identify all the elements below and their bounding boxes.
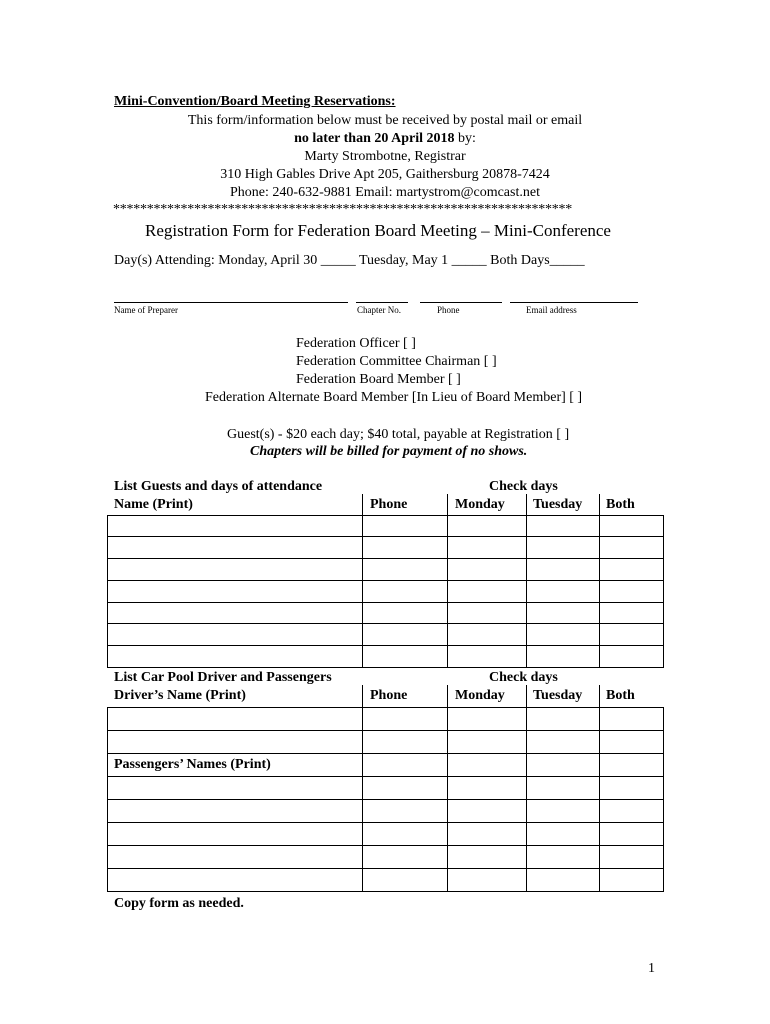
table-row[interactable] bbox=[108, 646, 664, 668]
phone-cell[interactable] bbox=[362, 868, 447, 891]
both-cell[interactable] bbox=[599, 868, 664, 891]
table-row[interactable] bbox=[108, 624, 664, 646]
tuesday-cell[interactable] bbox=[526, 707, 599, 730]
registrar-name: Marty Strombotne, Registrar bbox=[304, 149, 466, 164]
chapter-no-label: Chapter No. bbox=[357, 305, 401, 315]
form-title: Registration Form for Federation Board Meeting – Mini-Conference bbox=[145, 221, 611, 240]
phone-cell[interactable] bbox=[362, 845, 447, 868]
both-cell[interactable] bbox=[599, 646, 664, 668]
preparer-name-label: Name of Preparer bbox=[114, 305, 178, 315]
tuesday-cell[interactable] bbox=[526, 559, 599, 581]
header-title: Mini-Convention/Board Meeting Reservations: bbox=[114, 94, 396, 109]
carpool-phone-header: Phone bbox=[370, 688, 408, 703]
table-row[interactable] bbox=[108, 868, 664, 891]
phone-line[interactable] bbox=[420, 302, 502, 303]
guests-monday-header: Monday bbox=[455, 497, 505, 512]
monday-cell[interactable] bbox=[447, 776, 526, 799]
carpool-monday-header: Monday bbox=[455, 688, 505, 703]
carpool-table bbox=[107, 685, 664, 892]
name-cell[interactable] bbox=[108, 624, 363, 646]
table-cell bbox=[108, 494, 363, 515]
table-row[interactable] bbox=[108, 559, 664, 581]
table-row[interactable] bbox=[108, 845, 664, 868]
table-cell bbox=[526, 494, 599, 515]
passenger-name-cell[interactable] bbox=[108, 845, 363, 868]
driver-name-cell[interactable] bbox=[108, 730, 363, 753]
table-row[interactable] bbox=[108, 730, 664, 753]
table-row[interactable] bbox=[108, 537, 664, 559]
email-line[interactable] bbox=[510, 302, 638, 303]
carpool-driver-header: Driver’s Name (Print) bbox=[114, 688, 246, 703]
passenger-name-cell[interactable] bbox=[108, 868, 363, 891]
days-attending[interactable]: Day(s) Attending: Monday, April 30 _____ Tuesday, May 1 _____ Both Days_____ bbox=[114, 253, 585, 268]
phone-cell[interactable] bbox=[362, 799, 447, 822]
table-cell bbox=[599, 685, 664, 707]
table-row[interactable] bbox=[108, 799, 664, 822]
phone-cell[interactable] bbox=[362, 515, 447, 537]
name-cell[interactable] bbox=[108, 602, 363, 624]
tuesday-cell[interactable] bbox=[526, 753, 599, 776]
monday-cell[interactable] bbox=[447, 559, 526, 581]
tuesday-cell[interactable] bbox=[526, 537, 599, 559]
table-row bbox=[108, 753, 664, 776]
guests-fee-line[interactable]: Guest(s) - $20 each day; $40 total, payable at Registration [ ] bbox=[227, 427, 570, 442]
table-cell bbox=[362, 494, 447, 515]
monday-cell[interactable] bbox=[447, 515, 526, 537]
passengers-label: Passengers’ Names (Print) bbox=[108, 753, 363, 776]
table-row[interactable] bbox=[108, 602, 664, 624]
header-instruction: This form/information below must be received by postal mail or email bbox=[187, 113, 583, 128]
monday-cell[interactable] bbox=[447, 580, 526, 602]
role-committee-chairman[interactable]: Federation Committee Chairman [ ] bbox=[296, 354, 497, 369]
tuesday-cell[interactable] bbox=[526, 730, 599, 753]
table-row bbox=[108, 685, 664, 707]
table-cell bbox=[599, 494, 664, 515]
tuesday-cell[interactable] bbox=[526, 515, 599, 537]
name-cell[interactable] bbox=[108, 537, 363, 559]
phone-cell[interactable] bbox=[362, 730, 447, 753]
tuesday-cell[interactable] bbox=[526, 646, 599, 668]
name-cell[interactable] bbox=[108, 559, 363, 581]
separator-line: ******************************************************************** bbox=[113, 202, 572, 217]
monday-cell[interactable] bbox=[447, 845, 526, 868]
carpool-both-header: Both bbox=[606, 688, 635, 703]
chapter-no-line[interactable] bbox=[356, 302, 408, 303]
table-cell bbox=[362, 685, 447, 707]
page-number: 1 bbox=[648, 961, 655, 976]
monday-cell[interactable] bbox=[447, 624, 526, 646]
both-cell[interactable] bbox=[599, 845, 664, 868]
carpool-check-days: Check days bbox=[489, 670, 558, 685]
no-shows-note: Chapters will be billed for payment of no shows. bbox=[250, 444, 528, 459]
both-cell[interactable] bbox=[599, 559, 664, 581]
tuesday-cell[interactable] bbox=[526, 845, 599, 868]
phone-cell[interactable] bbox=[362, 646, 447, 668]
tuesday-cell[interactable] bbox=[526, 822, 599, 845]
monday-cell[interactable] bbox=[447, 646, 526, 668]
both-cell[interactable] bbox=[599, 776, 664, 799]
monday-cell[interactable] bbox=[447, 602, 526, 624]
role-alternate-board-member[interactable]: Federation Alternate Board Member [In Lieu of Board Member] [ ] bbox=[205, 390, 583, 405]
preparer-name-line[interactable] bbox=[114, 302, 348, 303]
phone-cell[interactable] bbox=[362, 822, 447, 845]
passenger-name-cell[interactable] bbox=[108, 822, 363, 845]
email-label: Email address bbox=[526, 305, 577, 315]
passenger-name-cell[interactable] bbox=[108, 776, 363, 799]
guests-phone-header: Phone bbox=[370, 497, 408, 512]
table-cell bbox=[447, 685, 526, 707]
both-cell[interactable] bbox=[599, 822, 664, 845]
table-row[interactable] bbox=[108, 515, 664, 537]
role-board-member[interactable]: Federation Board Member [ ] bbox=[296, 372, 461, 387]
guests-both-header: Both bbox=[606, 497, 635, 512]
carpool-tuesday-header: Tuesday bbox=[533, 688, 583, 703]
carpool-table-title: List Car Pool Driver and Passengers bbox=[114, 670, 332, 685]
both-cell[interactable] bbox=[599, 515, 664, 537]
monday-cell[interactable] bbox=[447, 730, 526, 753]
guests-check-days: Check days bbox=[489, 479, 558, 494]
monday-cell[interactable] bbox=[447, 822, 526, 845]
phone-label: Phone bbox=[437, 305, 460, 315]
phone-cell[interactable] bbox=[362, 559, 447, 581]
driver-name-cell[interactable] bbox=[108, 707, 363, 730]
both-cell[interactable] bbox=[599, 580, 664, 602]
registrar-address: 310 High Gables Drive Apt 205, Gaithersburg 20878-7424 bbox=[220, 167, 550, 182]
table-cell bbox=[447, 494, 526, 515]
table-cell bbox=[108, 685, 363, 707]
guests-tuesday-header: Tuesday bbox=[533, 497, 583, 512]
tuesday-cell[interactable] bbox=[526, 602, 599, 624]
table-row[interactable] bbox=[108, 580, 664, 602]
both-cell[interactable] bbox=[599, 799, 664, 822]
phone-cell[interactable] bbox=[362, 537, 447, 559]
name-cell[interactable] bbox=[108, 646, 363, 668]
header-deadline bbox=[0, 131, 770, 147]
tuesday-cell[interactable] bbox=[526, 776, 599, 799]
both-cell[interactable] bbox=[599, 602, 664, 624]
phone-cell[interactable] bbox=[362, 580, 447, 602]
passenger-name-cell[interactable] bbox=[108, 799, 363, 822]
registrar-contact: Phone: 240-632-9881 Email: martystrom@comcast.net bbox=[230, 185, 540, 200]
both-cell[interactable] bbox=[599, 753, 664, 776]
deadline-suffix: by: bbox=[454, 131, 476, 146]
tuesday-cell[interactable] bbox=[526, 799, 599, 822]
both-cell[interactable] bbox=[599, 537, 664, 559]
monday-cell[interactable] bbox=[447, 868, 526, 891]
name-cell[interactable] bbox=[108, 580, 363, 602]
phone-cell[interactable] bbox=[362, 624, 447, 646]
table-row[interactable] bbox=[108, 776, 664, 799]
guests-name-header: Name (Print) bbox=[114, 497, 193, 512]
monday-cell[interactable] bbox=[447, 707, 526, 730]
tuesday-cell[interactable] bbox=[526, 624, 599, 646]
phone-cell[interactable] bbox=[362, 753, 447, 776]
phone-cell[interactable] bbox=[362, 776, 447, 799]
guests-table bbox=[107, 494, 664, 668]
table-row bbox=[108, 494, 664, 515]
table-row[interactable] bbox=[108, 707, 664, 730]
name-cell[interactable] bbox=[108, 515, 363, 537]
tuesday-cell[interactable] bbox=[526, 580, 599, 602]
table-row[interactable] bbox=[108, 822, 664, 845]
monday-cell[interactable] bbox=[447, 537, 526, 559]
monday-cell[interactable] bbox=[447, 799, 526, 822]
table-cell bbox=[526, 685, 599, 707]
tuesday-cell[interactable] bbox=[526, 868, 599, 891]
both-cell[interactable] bbox=[599, 707, 664, 730]
phone-cell[interactable] bbox=[362, 707, 447, 730]
deadline-date: no later than 20 April 2018 bbox=[294, 131, 455, 146]
footer-note: Copy form as needed. bbox=[114, 896, 244, 911]
phone-cell[interactable] bbox=[362, 602, 447, 624]
monday-cell[interactable] bbox=[447, 753, 526, 776]
both-cell[interactable] bbox=[599, 730, 664, 753]
guests-table-title: List Guests and days of attendance bbox=[114, 479, 323, 494]
role-federation-officer[interactable]: Federation Officer [ ] bbox=[296, 336, 416, 351]
both-cell[interactable] bbox=[599, 624, 664, 646]
